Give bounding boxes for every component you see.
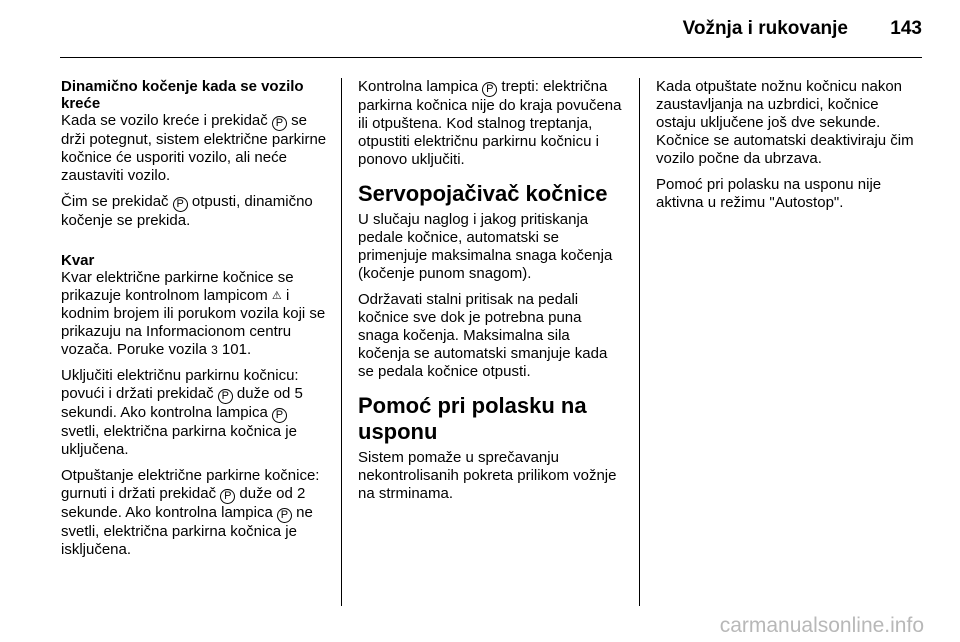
paragraph: Pomoć pri polasku na usponu nije aktivna u režimu "Autostop". [656,176,882,211]
parking-brake-icon: P [482,82,497,97]
heading-hill-start-assist: Pomoć pri polasku na usponu [358,393,587,444]
paragraph: Održavati stalni pritisak na pedali kočnice sve dok je potrebna puna snaga kočenja. Maksimalna sila kočenja se automatski smanjuje kada se pedala kočnice otpusti. [358,291,608,380]
warning-lamp-icon: ⚠ [271,290,282,302]
parking-brake-icon: P [272,116,287,131]
paragraph: Sistem pomaže u sprečavanju nekontrolisanih pokreta prilikom vožnje na strminama. [358,449,617,502]
section-title: Vožnja i rukovanje [682,18,848,39]
heading-brake-assist: Servopojačivač kočnice [358,181,608,206]
paragraph: Kvar električne parkirne kočnice se prikazuje kontrolnom lampicom ⚠ i kodnim brojem ili porukom vozila koji se prikazuju na Informacionom centru vozača. Poruke vozila 3 101. [61,269,326,358]
paragraph: Kontrolna lampica P trepti: električna parkirna kočnica nije do kraja povučena ili otpuštena. Kod stalnog treptanja, otpustiti električnu parkirnu kočnicu i ponovo uključiti. [358,78,622,168]
parking-brake-icon: P [277,508,292,523]
paragraph: Kada otpuštate nožnu kočnicu nakon zaustavljanja na uzbrdici, kočnice ostaju uključene još dve sekunde. Kočnice se automatski deaktiviraju čim vozilo počne da ubrzava. [656,78,914,167]
parking-brake-icon: P [220,489,235,504]
parking-brake-icon: P [272,408,287,423]
column-divider [341,78,342,606]
parking-brake-icon: P [218,389,233,404]
header-divider [60,57,922,58]
paragraph: Kada se vozilo kreće i prekidač P se drži potegnut, sistem električne parkirne kočnice će usporiti vozilo, ali neće zaustaviti vozilo. [61,112,327,184]
page-header [0,0,960,58]
heading-dynamic-braking: Dinamično kočenje kada se vozilo kreće [61,78,304,112]
paragraph: Otpuštanje električne parkirne kočnice: gurnuti i držati prekidač P duže od 2 sekunde. Ako kontrolna lampica P ne svetli, električna parkirna kočnica je isključena. [61,467,320,558]
parking-brake-icon: P [173,197,188,212]
column-divider [639,78,640,606]
column-left [61,78,327,567]
column-middle [358,78,624,511]
page-reference-arrow-icon: 3 [211,343,218,357]
heading-fault: Kvar [61,252,95,269]
paragraph: U slučaju naglog i jakog pritiskanja pedale kočnice, automatski se primenjuje maksimalna snaga kočenja (kočenje punom snagom). [358,211,613,282]
watermark: carmanualsonline.info [719,614,924,637]
page-number: 143 [890,18,922,39]
column-right [656,78,922,220]
paragraph: Uključiti električnu parkirnu kočnicu: povući i držati prekidač P duže od 5 sekundi. Ako kontrolna lampica P svetli, električna parkirna kočnica je uključena. [61,367,303,458]
paragraph: Čim se prekidač P otpusti, dinamično kočenje se prekida. [61,193,313,229]
